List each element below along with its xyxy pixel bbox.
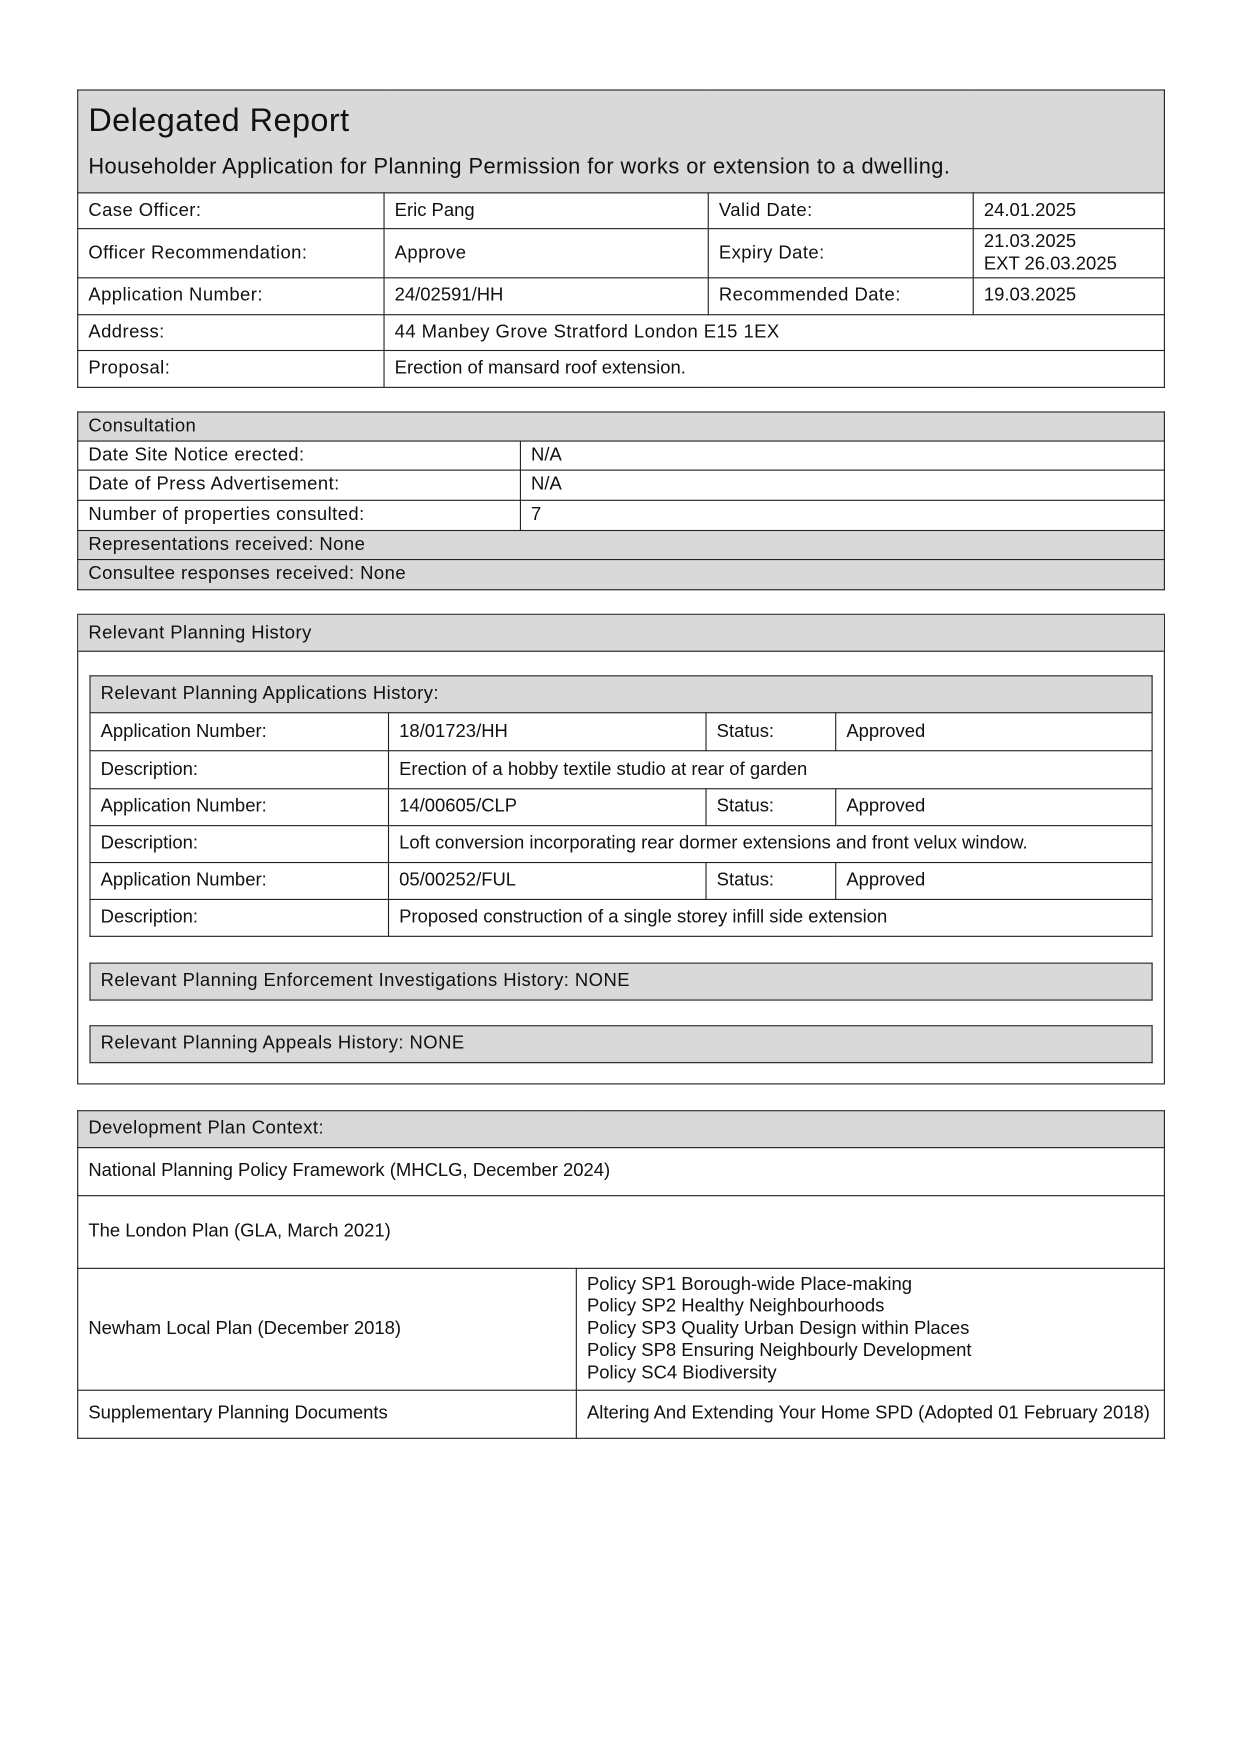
policy: Policy SC4 Biodiversity	[586, 1362, 777, 1383]
status: Approved	[836, 863, 1152, 900]
app-number: 05/00252/FUL	[389, 863, 707, 900]
consultation-section	[77, 411, 1165, 590]
enforcement-history: Relevant Planning Enforcement Investigations History: NONE	[90, 963, 1152, 1000]
local-plan: Newham Local Plan (December 2018)	[78, 1268, 577, 1390]
description: Loft conversion incorporating rear dormer extensions and front velux window.	[389, 826, 1153, 863]
description: Proposed construction of a single storey infill side extension	[389, 899, 1153, 936]
appeals-history: Relevant Planning Appeals History: NONE	[90, 1026, 1152, 1063]
apps-history-title: Relevant Planning Applications History:	[90, 676, 1152, 713]
label: Description:	[90, 751, 389, 789]
representations: Representations received: None	[78, 530, 1165, 559]
label: Status:	[706, 713, 836, 751]
valid-date: 24.01.2025	[973, 193, 1164, 229]
summary-section	[77, 89, 1165, 388]
value: N/A	[520, 441, 1164, 470]
history-title: Relevant Planning History	[78, 615, 1164, 652]
proposal: Erection of mansard roof extension.	[384, 350, 1164, 387]
consultee-responses: Consultee responses received: None	[78, 560, 1165, 590]
history-section	[77, 614, 1165, 1085]
policy: Policy SP1 Borough-wide Place-making	[586, 1273, 912, 1295]
expiry-date-value: 21.03.2025	[983, 231, 1077, 252]
app-number: 24/02591/HH	[384, 278, 708, 315]
spd-label: Supplementary Planning Documents	[78, 1390, 577, 1438]
value: 7	[520, 500, 1164, 530]
nppf: National Planning Policy Framework (MHCLG, December 2024)	[78, 1148, 1165, 1196]
page-title: Delegated Report	[88, 102, 350, 139]
london-plan: The London Plan (GLA, March 2021)	[78, 1196, 1165, 1269]
app-number: 18/01723/HH	[389, 713, 707, 751]
status: Approved	[836, 713, 1152, 751]
label: Number of properties consulted:	[78, 500, 521, 530]
case-officer: Eric Pang	[384, 193, 708, 229]
recommended-date: 19.03.2025	[973, 278, 1164, 315]
local-plan-policies	[576, 1268, 1164, 1390]
label: Expiry Date:	[708, 229, 973, 278]
label: Proposal:	[78, 350, 384, 387]
label: Date Site Notice erected:	[78, 441, 521, 470]
label: Application Number:	[90, 789, 389, 826]
address: 44 Manbey Grove Stratford London E15 1EX	[384, 315, 1164, 351]
plan-title: Development Plan Context:	[78, 1111, 1165, 1148]
spd-value: Altering And Extending Your Home SPD (Adopted 01 February 2018)	[576, 1390, 1164, 1438]
label: Description:	[90, 899, 389, 936]
label: Status:	[706, 863, 836, 900]
label: Application Number:	[78, 278, 384, 315]
expiry-ext: EXT 26.03.2025	[983, 253, 1117, 274]
policy: Policy SP8 Ensuring Neighbourly Development	[586, 1340, 972, 1361]
description: Erection of a hobby textile studio at rear of garden	[389, 751, 1153, 789]
label: Description:	[90, 826, 389, 863]
label: Application Number:	[90, 863, 389, 900]
page-subtitle: Householder Application for Planning Permission for works or extension to a dwelling.	[88, 154, 951, 179]
label: Application Number:	[90, 713, 389, 751]
recommendation: Approve	[384, 229, 708, 278]
label: Status:	[706, 789, 836, 826]
label: Date of Press Advertisement:	[78, 470, 521, 500]
expiry-date	[973, 229, 1164, 278]
label: Officer Recommendation:	[78, 229, 384, 278]
app-number: 14/00605/CLP	[389, 789, 707, 826]
label: Valid Date:	[708, 193, 973, 229]
policy: Policy SP2 Healthy Neighbourhoods	[586, 1296, 885, 1317]
development-plan-section	[77, 1110, 1165, 1439]
label: Address:	[78, 315, 384, 351]
consultation-title: Consultation	[78, 412, 1165, 441]
status: Approved	[836, 789, 1152, 826]
value: N/A	[520, 470, 1164, 500]
policy: Policy SP3 Quality Urban Design within Places	[586, 1318, 970, 1339]
label: Recommended Date:	[708, 278, 973, 315]
label: Case Officer:	[78, 193, 384, 229]
